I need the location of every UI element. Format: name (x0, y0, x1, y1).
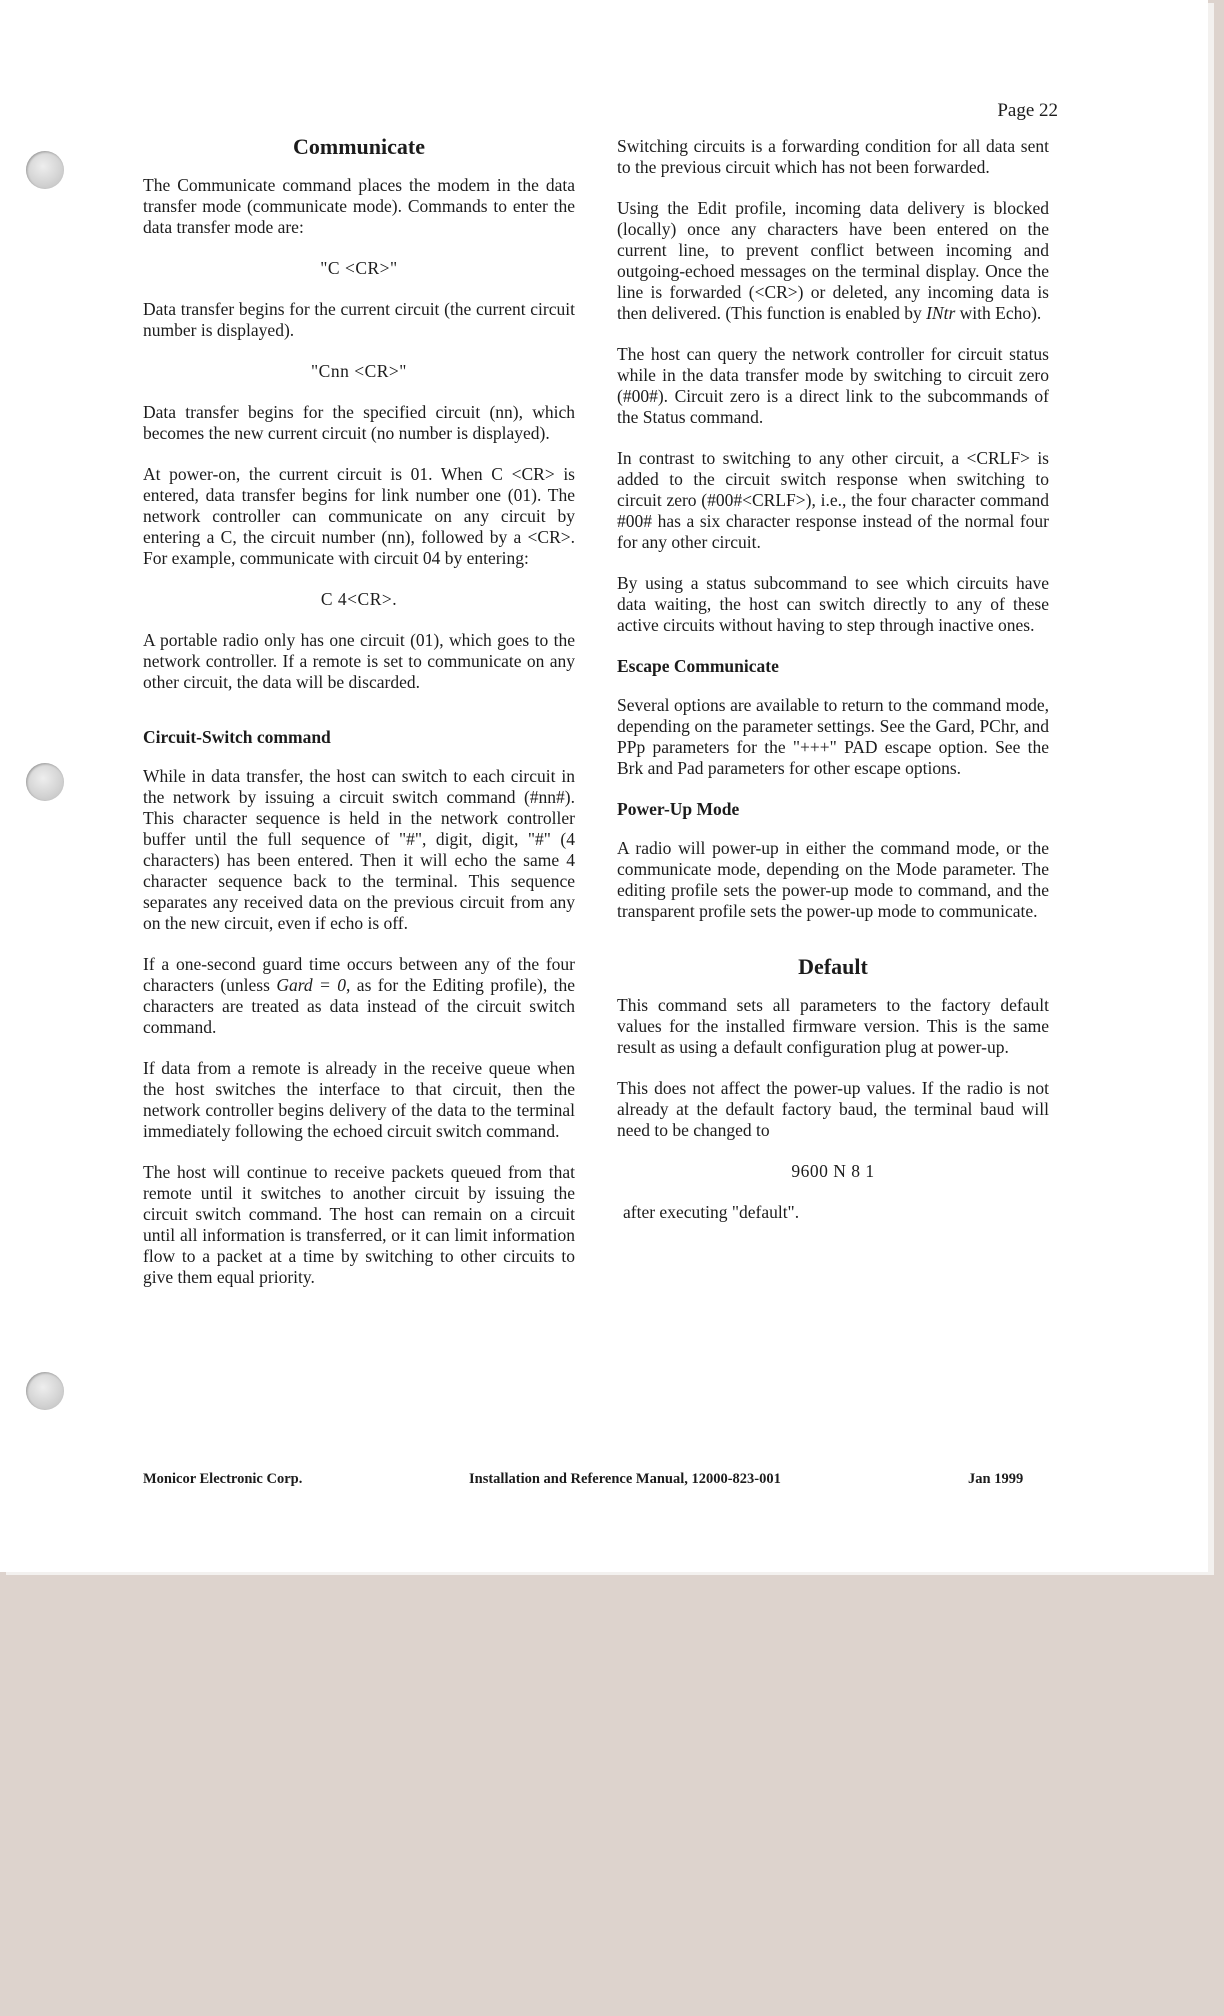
emphasis-text: Gard = 0 (276, 975, 347, 995)
heading-default: Default (798, 954, 868, 979)
paragraph: While in data transfer, the host can switch to each circuit in the network by issuing a circuit switch command (#nn#). This character sequence is held in the network controller buffer until the full sequence of "#", digit, digit, "#" (4 characters) has been entered. Then it will echo the same 4 character sequence back to the terminal. This sequence separates any received data on the previous circuit from any on the new circuit, even if echo is off. (143, 766, 575, 933)
command-example: "C <CR>" (320, 258, 398, 278)
paragraph: Data transfer begins for the current circuit (the current circuit number is displayed). (143, 299, 575, 340)
subheading-circuit-switch: Circuit-Switch command (143, 727, 331, 747)
paragraph (143, 954, 575, 1038)
command-example: "Cnn <CR>" (311, 361, 407, 381)
paragraph: In contrast to switching to any other circuit, a <CRLF> is added to the circuit switch response when switching to circuit zero (#00#<CRLF>), i.e., the four character command #00# has a six character response instead of the normal four for any other circuit. (617, 448, 1049, 552)
paragraph: The host will continue to receive packets queued from that remote until it switches to another circuit by issuing the circuit switch command. The host can remain on a circuit until all information is transferred, or it can limit information flow to a packet at a time by switching to other circuits to give them equal priority. (143, 1162, 575, 1287)
paragraph (617, 198, 1049, 324)
paragraph: A radio will power-up in either the command mode, or the communicate mode, depending on the Mode parameter. The editing profile sets the power-up mode to command, and the transparent profile sets the power-up mode to communicate. (617, 838, 1049, 921)
heading-communicate: Communicate (293, 134, 425, 159)
footer-date: Jan 1999 (968, 1471, 1024, 1487)
paragraph: after executing "default". (623, 1202, 800, 1222)
paragraph: This does not affect the power-up values. If the radio is not already at the default factory baud, the terminal baud will need to be changed to (617, 1078, 1049, 1140)
punch-hole-top (26, 151, 64, 189)
paragraph: A portable radio only has one circuit (01), which goes to the network controller. If a remote is set to communicate on any other circuit, the data will be discarded. (143, 630, 575, 692)
text-span: , as for the Editing profile), the characters are treated as data instead of the circuit switch command. (143, 975, 575, 1037)
left-column (143, 136, 575, 1308)
command-example: 9600 N 8 1 (791, 1161, 875, 1181)
paragraph: If data from a remote is already in the receive queue when the host switches the interface to that circuit, then the network controller begins delivery of the data to the terminal immediately following the echoed circuit switch command. (143, 1058, 575, 1141)
paragraph: The host can query the network controller for circuit status while in the data transfer mode by switching to circuit zero (#00#). Circuit zero is a direct link to the subcommands of the Status command. (617, 344, 1049, 427)
paragraph: At power-on, the current circuit is 01. When C <CR> is entered, data transfer begins for link number one (01). The network controller can communicate on any circuit by entering a C, the circuit number (nn), followed by a <CR>. For example, communicate with circuit 04 by entering: (143, 464, 575, 568)
paragraph: This command sets all parameters to the factory default values for the installed firmware version. This is the same result as using a default configuration plug at power-up. (617, 995, 1049, 1057)
right-column (617, 136, 1049, 1243)
text-span: Using the Edit profile, incoming data delivery is blocked (locally) once any characters have been entered on the current line, to prevent conflict between incoming and outgoing-echoed messages on the terminal display. Once the line is forwarded (<CR>) or deleted, any incoming data is then delivered. (This function is enabled by (617, 198, 1049, 323)
paragraph: The Communicate command places the modem in the data transfer mode (communicate mode). Commands to enter the data transfer mode are: (143, 175, 575, 237)
paragraph: Data transfer begins for the specified circuit (nn), which becomes the new current circuit (no number is displayed). (143, 402, 575, 443)
paragraph: Switching circuits is a forwarding condition for all data sent to the previous circuit which has not been forwarded. (617, 136, 1049, 177)
footer-manual-title: Installation and Reference Manual, 12000-823-001 (469, 1471, 781, 1487)
command-example: C 4<CR>. (320, 589, 398, 609)
subheading-power-up-mode: Power-Up Mode (617, 799, 740, 819)
punch-hole-bottom (26, 1372, 64, 1410)
footer-company: Monicor Electronic Corp. (143, 1471, 303, 1487)
punch-hole-middle (26, 763, 64, 801)
text-span: If a one-second guard time occurs between any of the four characters (unless (143, 954, 575, 995)
subheading-escape-communicate: Escape Communicate (617, 656, 779, 676)
text-span: with Echo). (955, 303, 1042, 323)
emphasis-text: INtr (926, 303, 956, 323)
paragraph: By using a status subcommand to see which circuits have data waiting, the host can switch directly to any of these active circuits without having to step through inactive ones. (617, 573, 1049, 635)
page-number: Page 22 (997, 100, 1058, 121)
paragraph: Several options are available to return to the command mode, depending on the parameter settings. See the Gard, PChr, and PPp parameters for the "+++" PAD escape option. See the Brk and Pad parameters for other escape options. (617, 695, 1049, 778)
